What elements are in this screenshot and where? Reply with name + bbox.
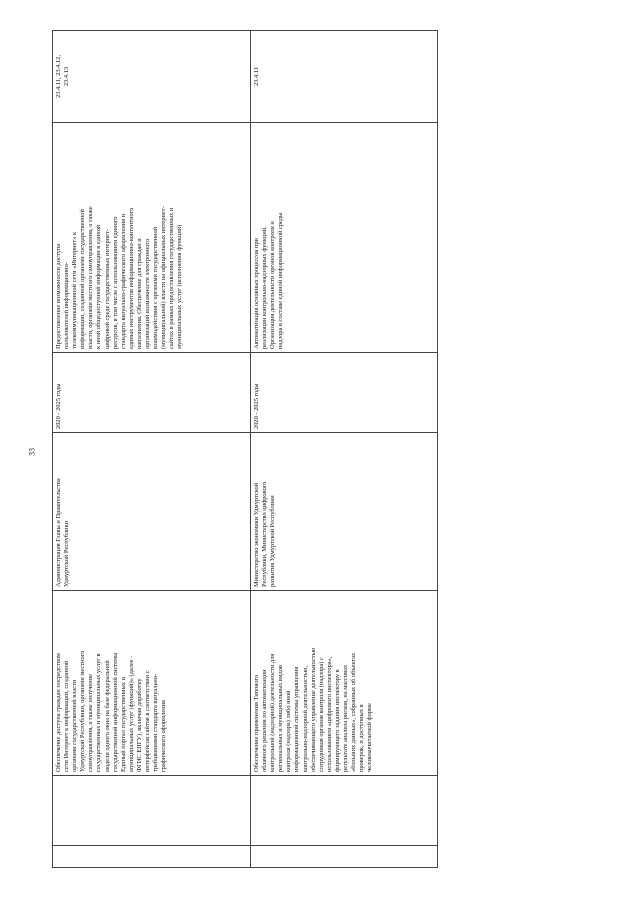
measures-table	[52, 30, 438, 868]
table-row	[251, 31, 438, 868]
number-cell	[251, 846, 438, 868]
measure-cell: Обеспечение доступа граждан посредством сети Интернет к информации, созданной органами государственной власти Удмуртской Республики, органами местного самоуправления, а также получение государственных и муниципальных услуг в модели одного окна на базе федеральной государственной информационной системы Единый портал государственных и муниципальных услуг (функций)» (далее - ФГИС ЕПГУ), включая доработку интерфейсов сайтов в соответствии с требованиями стандарта визуально- графического оформления	[53, 591, 251, 776]
blank-cell	[251, 776, 438, 846]
blank-cell	[53, 776, 251, 846]
indicator-code-cell: 23.4.11	[251, 31, 438, 123]
table-row	[53, 31, 251, 868]
indicator-code-cell: 23.4.11, 23.4.12, 23.4.13	[53, 31, 251, 123]
number-cell	[53, 846, 251, 868]
executor-cell: Администрация Главы и Правительства Удмуртской Республики	[53, 433, 251, 591]
result-cell: Автоматизация основных процессов при реализации контрольно-надзорных функций. Организация деятельности органов контроля и надзора в составе единой информационной среды	[251, 123, 438, 353]
executor-cell: Министерство экономики Удмуртской Республики, Министерство цифрового развития Удмуртской Республики	[251, 433, 438, 591]
measure-cell: Обеспечение применения Типового облачного решения по автоматизации контрольной (надзорной) деятельности для региональных и муниципальных видов контроля (надзора) либо иной информационной системы управления контрольно-надзорной деятельностью, обеспечивающего управление деятельностью сотрудников органов контроля (надзора) с использованием «цифрового инспектора», формирующего задания инспектору в результате анализа рисков, на массивах «больших данных», собранных об объектах проверок, и доступных в человекочитаемой форме	[251, 591, 438, 776]
page-number: 33	[27, 448, 37, 456]
period-cell: 2020 - 2025 годы	[251, 353, 438, 433]
landscape-page	[52, 31, 437, 868]
result-cell: Предоставление возможности доступа пользователей информационно- телекоммуникационной сети «Интернет» к информации, созданной органами государственной власти, органами местного самоуправления, а также к иной общедоступной информации в единой цифровой среде государственных интернет- ресурсов, в том числе с использованием единого стандарта визуально-графического оформления и единых инструментов информационно-контентного наполнения. Обеспечение для граждан и организаций возможности электронного взаимодействия с органами государственной (муниципальной) власти на официальных интернет- сайтах в рамках предоставления государственных и муниципальных услуг (исполнения функций)	[53, 123, 251, 353]
period-cell: 2020 - 2025 годы	[53, 353, 251, 433]
